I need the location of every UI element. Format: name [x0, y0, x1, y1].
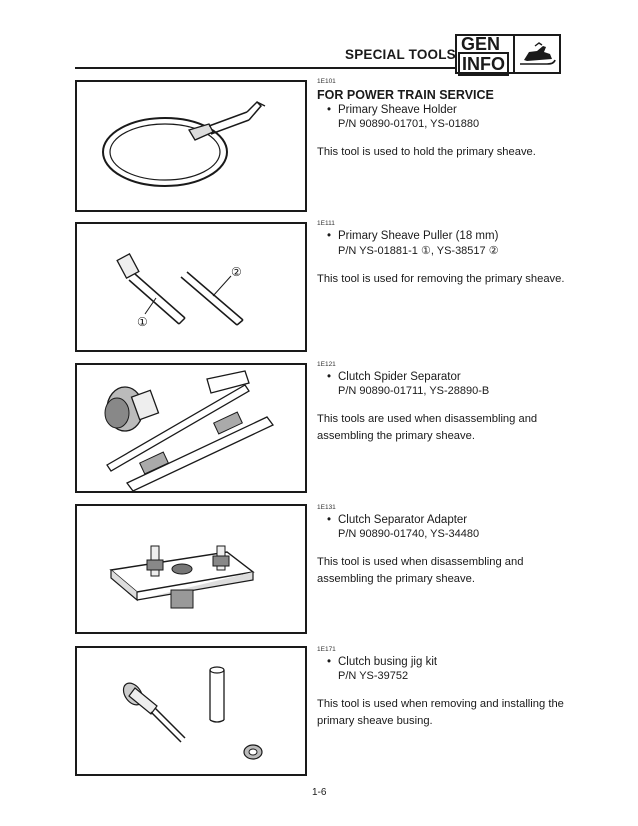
- tool-description: This tool is used to hold the primary sheave.: [317, 146, 536, 158]
- tool-illustration-spider-separator: [75, 363, 307, 493]
- tool-description: This tool is used when disassembling and assembling the primary sheave.: [317, 556, 524, 585]
- tool-name-text: Clutch Spider Separator: [338, 371, 461, 383]
- separator-adapter-drawing: [77, 506, 305, 632]
- badge-info-label: INFO: [458, 52, 509, 76]
- callout-2: ②: [231, 265, 242, 279]
- tool-name: [317, 230, 577, 242]
- page-header-title: SPECIAL TOOLS: [345, 47, 456, 62]
- tool-part-number: P/N YS-39752: [338, 670, 409, 682]
- bullet: •: [327, 230, 332, 242]
- tool-name: [317, 104, 577, 116]
- tool-name-text: Primary Sheave Puller (18 mm): [338, 230, 499, 242]
- page-number: 1-6: [312, 787, 327, 798]
- tool-entry: [317, 220, 577, 288]
- tool-name-text: Clutch Separator Adapter: [338, 514, 468, 526]
- tool-name: [317, 656, 577, 668]
- bullet: •: [327, 104, 332, 116]
- bullet: •: [327, 514, 332, 526]
- tool-description: This tool is used for removing the primary sheave.: [317, 273, 565, 285]
- badge-gen-label: GEN: [461, 34, 501, 54]
- bullet: •: [327, 371, 332, 383]
- tool-code: 1E131: [317, 504, 336, 511]
- tool-description: This tool is used when removing and installing the primary sheave busing.: [317, 698, 564, 727]
- tool-name-text: Primary Sheave Holder: [338, 104, 457, 116]
- tool-name: [317, 371, 577, 383]
- tool-entry: [317, 504, 577, 588]
- tool-entry: [317, 78, 577, 161]
- tool-description: This tools are used when disassembling and assembling the primary sheave.: [317, 413, 538, 442]
- tool-part-number: P/N 90890-01711, YS-28890-B: [338, 385, 490, 397]
- tool-illustration-busing-jig-kit: [75, 646, 307, 776]
- tool-part-number: P/N 90890-01740, YS-34480: [338, 528, 480, 540]
- tool-entry: [317, 361, 577, 445]
- tool-illustration-sheave-holder: [75, 80, 307, 212]
- sheave-puller-drawing: [77, 224, 305, 350]
- bullet: •: [327, 656, 332, 668]
- header-rule: [75, 67, 455, 69]
- spider-separator-drawing: [77, 365, 305, 491]
- tool-code: 1E121: [317, 361, 336, 368]
- callout-1: ①: [137, 315, 148, 329]
- tool-illustration-separator-adapter: [75, 504, 307, 634]
- tool-part-number: P/N YS-01881-1 ①, YS-38517 ②: [338, 245, 499, 257]
- sheave-holder-drawing: [77, 82, 305, 210]
- tool-name: [317, 514, 577, 526]
- badge-divider: [513, 36, 515, 72]
- gen-info-badge: [455, 34, 561, 74]
- tool-name-text: Clutch busing jig kit: [338, 656, 438, 668]
- tool-code: 1E101: [317, 78, 336, 85]
- snowmobile-icon: [517, 40, 557, 70]
- busing-jig-drawing: [77, 648, 305, 774]
- tool-part-number: P/N 90890-01701, YS-01880: [338, 118, 480, 130]
- tool-code: 1E111: [317, 220, 335, 227]
- section-title: FOR POWER TRAIN SERVICE: [317, 88, 494, 102]
- tool-code: 1E171: [317, 646, 336, 653]
- tool-entry: [317, 646, 577, 730]
- tool-illustration-sheave-puller: [75, 222, 307, 352]
